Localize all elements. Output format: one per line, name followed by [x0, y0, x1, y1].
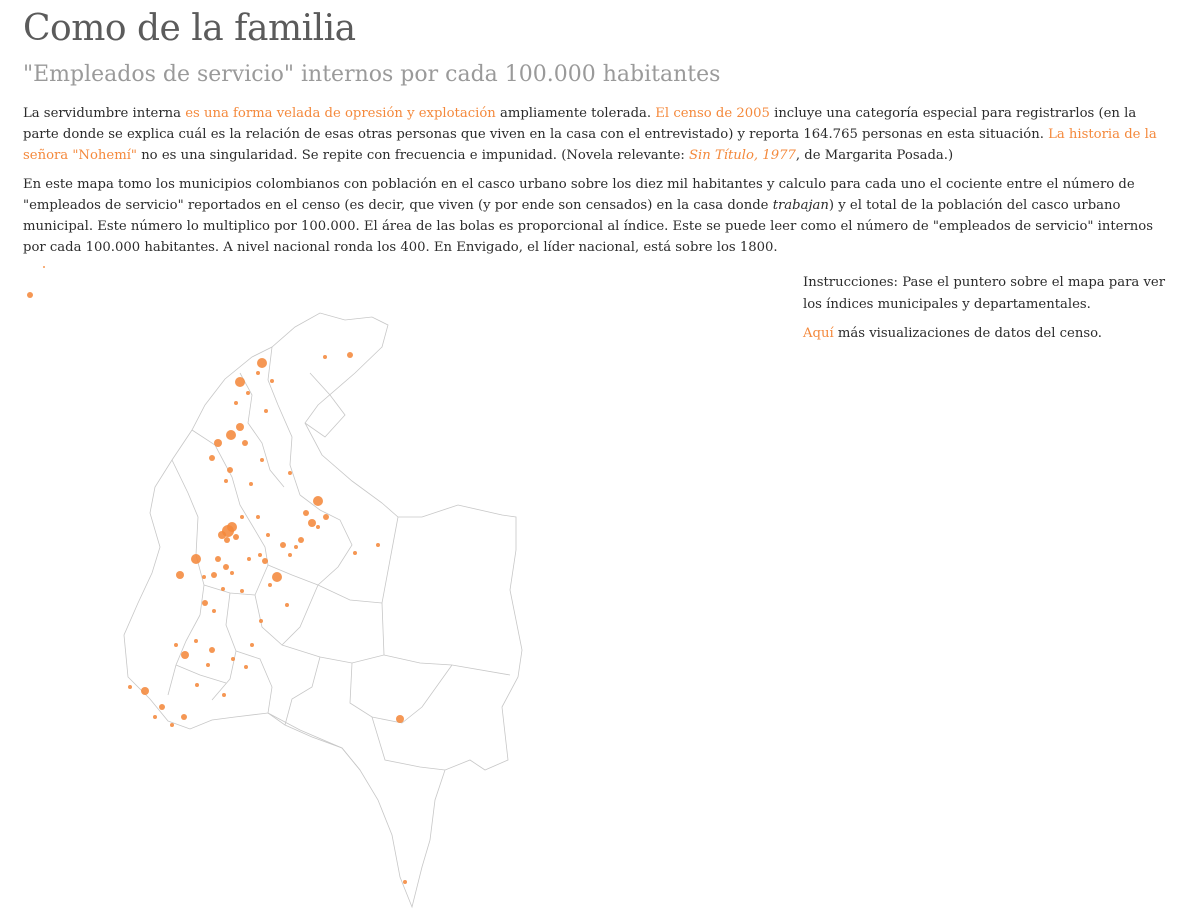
municipality-marker[interactable]	[240, 515, 244, 519]
municipality-marker[interactable]	[231, 657, 235, 661]
municipality-marker[interactable]	[246, 391, 250, 395]
municipality-marker[interactable]	[264, 409, 268, 413]
method-text-2: ) y el total de la población del casco urbano municipal. Este número lo multiplico por 100.000. El área de las bolas es proporcional al índice. Este se puede leer como el número de "empleados de servicio" internos por cada 100.000 habitantes. A nivel nacional ronda los 400. En Envigado, el líder nacional, está sobre los 1800.	[23, 198, 1153, 255]
municipality-marker[interactable]	[240, 589, 244, 593]
municipality-marker[interactable]	[285, 603, 289, 607]
municipality-marker[interactable]	[174, 643, 178, 647]
border-choco	[172, 460, 204, 615]
municipality-marker[interactable]	[222, 693, 226, 697]
municipality-marker[interactable]	[247, 557, 251, 561]
municipality-marker[interactable]	[249, 482, 253, 486]
municipality-marker[interactable]	[227, 467, 233, 473]
more-visualizations	[803, 323, 1102, 345]
border-boyaca	[268, 517, 398, 603]
intro-text-2: ampliamente tolerada.	[495, 106, 656, 121]
page-title: Como de la familia	[23, 8, 356, 49]
municipality-marker[interactable]	[250, 643, 254, 647]
municipality-marker[interactable]	[128, 685, 132, 689]
municipality-marker[interactable]	[256, 515, 260, 519]
more-visualizations-text: más visualizaciones de datos del censo.	[833, 326, 1102, 341]
border-vaupes	[372, 717, 445, 770]
municipality-marker[interactable]	[181, 714, 187, 720]
novel-link[interactable]: Sin Título, 1977	[689, 148, 796, 163]
municipality-marker[interactable]	[194, 639, 198, 643]
municipality-marker[interactable]	[256, 371, 260, 375]
border-huila	[236, 651, 272, 713]
border-cundinamarca	[255, 585, 318, 645]
municipality-marker[interactable]	[223, 564, 229, 570]
municipality-marker[interactable]	[209, 647, 215, 653]
municipality-marker[interactable]	[288, 553, 292, 557]
border-guainia	[350, 663, 452, 723]
country-outline	[124, 313, 522, 907]
municipality-marker[interactable]	[303, 510, 309, 516]
municipality-marker[interactable]	[27, 292, 33, 298]
municipality-marker[interactable]	[347, 352, 353, 358]
municipality-marker[interactable]	[211, 572, 217, 578]
municipality-marker[interactable]	[181, 651, 189, 659]
municipality-marker[interactable]	[258, 553, 262, 557]
municipality-marker[interactable]	[235, 377, 245, 387]
municipality-marker[interactable]	[242, 440, 248, 446]
municipality-marker[interactable]	[259, 619, 263, 623]
municipality-marker[interactable]	[294, 545, 298, 549]
municipality-marker[interactable]	[236, 423, 244, 431]
municipality-marker[interactable]	[226, 430, 236, 440]
municipality-marker[interactable]	[316, 525, 320, 529]
border-santander	[300, 495, 352, 585]
municipality-marker[interactable]	[313, 496, 323, 506]
municipality-marker[interactable]	[270, 379, 274, 383]
municipality-marker[interactable]	[233, 534, 239, 540]
municipality-marker[interactable]	[153, 715, 157, 719]
municipality-marker[interactable]	[195, 683, 199, 687]
municipality-marker[interactable]	[234, 401, 238, 405]
municipality-marker[interactable]	[224, 537, 230, 543]
municipality-marker[interactable]	[262, 558, 268, 564]
municipality-marker[interactable]	[272, 572, 282, 582]
municipality-marker[interactable]	[170, 723, 174, 727]
intro-text-5: , de Margarita Posada.)	[795, 148, 954, 163]
municipality-marker[interactable]	[202, 575, 206, 579]
border-meta	[282, 603, 384, 663]
intro-paragraph	[23, 103, 1168, 166]
method-emphasis: trabajan	[772, 198, 829, 213]
municipality-marker[interactable]	[221, 587, 225, 591]
method-paragraph	[23, 174, 1168, 258]
census-2005-link[interactable]: El censo de 2005	[655, 106, 770, 121]
border-tolima	[212, 593, 236, 700]
border-guaviare	[285, 657, 320, 725]
municipality-marker[interactable]	[308, 519, 316, 527]
municipality-marker[interactable]	[298, 537, 304, 543]
municipality-marker[interactable]	[214, 439, 222, 447]
municipality-marker[interactable]	[212, 609, 216, 613]
border-guajira	[305, 373, 345, 437]
municipality-marker[interactable]	[257, 358, 267, 368]
border-antioquia	[192, 430, 268, 565]
municipality-marker[interactable]	[396, 715, 404, 723]
municipality-marker[interactable]	[227, 522, 237, 532]
nohemi-story-link[interactable]: La historia de la señora "Nohemí"	[23, 127, 1157, 163]
oppression-link[interactable]: es una forma velada de opresión y explotación	[185, 106, 496, 121]
municipality-marker[interactable]	[141, 687, 149, 695]
municipality-marker[interactable]	[230, 571, 234, 575]
border-caqueta	[268, 713, 360, 770]
colombia-map[interactable]	[0, 255, 540, 911]
municipality-marker[interactable]	[202, 600, 208, 606]
municipality-markers[interactable]	[27, 266, 407, 884]
municipality-marker[interactable]	[323, 355, 327, 359]
municipality-marker[interactable]	[206, 663, 210, 667]
border-caribe-1	[240, 373, 284, 487]
municipality-marker[interactable]	[288, 471, 292, 475]
municipality-marker[interactable]	[244, 665, 248, 669]
municipality-marker[interactable]	[260, 458, 264, 462]
border-andean	[204, 565, 268, 595]
municipality-marker[interactable]	[43, 266, 45, 268]
municipality-marker[interactable]	[268, 583, 272, 587]
municipality-marker[interactable]	[191, 554, 201, 564]
municipality-marker[interactable]	[353, 551, 357, 555]
municipality-marker[interactable]	[266, 533, 270, 537]
intro-text-3: incluye una categoría especial para registrarlos (en la parte donde se explica cuál es la relación de esas otras personas que viven en la casa con el entrevistado) y reporta 164.765 personas en esta situación.	[23, 106, 1137, 142]
municipality-marker[interactable]	[403, 880, 407, 884]
municipality-marker[interactable]	[323, 514, 329, 520]
municipality-marker[interactable]	[159, 704, 165, 710]
method-text-1: En este mapa tomo los municipios colombianos con población en el casco urbano sobre los diez mil habitantes y calculo para cada uno el cociente entre el número de "empleados de servicio" reportados en el censo (es decir, que viven (y por ende son censados) en la casa donde	[23, 177, 1135, 213]
municipality-marker[interactable]	[215, 556, 221, 562]
page-subtitle: "Empleados de servicio" internos por cada 100.000 habitantes	[23, 62, 721, 87]
border-cauca	[176, 665, 226, 683]
municipality-marker[interactable]	[224, 479, 228, 483]
intro-text-1: La servidumbre interna	[23, 106, 186, 121]
municipality-marker[interactable]	[218, 531, 226, 539]
more-visualizations-link[interactable]: Aquí	[803, 326, 834, 341]
municipality-marker[interactable]	[209, 455, 215, 461]
intro-text-4: no es una singularidad. Se repite con frecuencia e impunidad. (Novela relevante:	[137, 148, 690, 163]
municipality-marker[interactable]	[176, 571, 184, 579]
department-borders	[124, 313, 522, 907]
municipality-marker[interactable]	[280, 542, 286, 548]
municipality-marker[interactable]	[376, 543, 380, 547]
instructions-text: Instrucciones: Pase el puntero sobre el mapa para ver los índices municipales y departamentales.	[803, 275, 1166, 312]
